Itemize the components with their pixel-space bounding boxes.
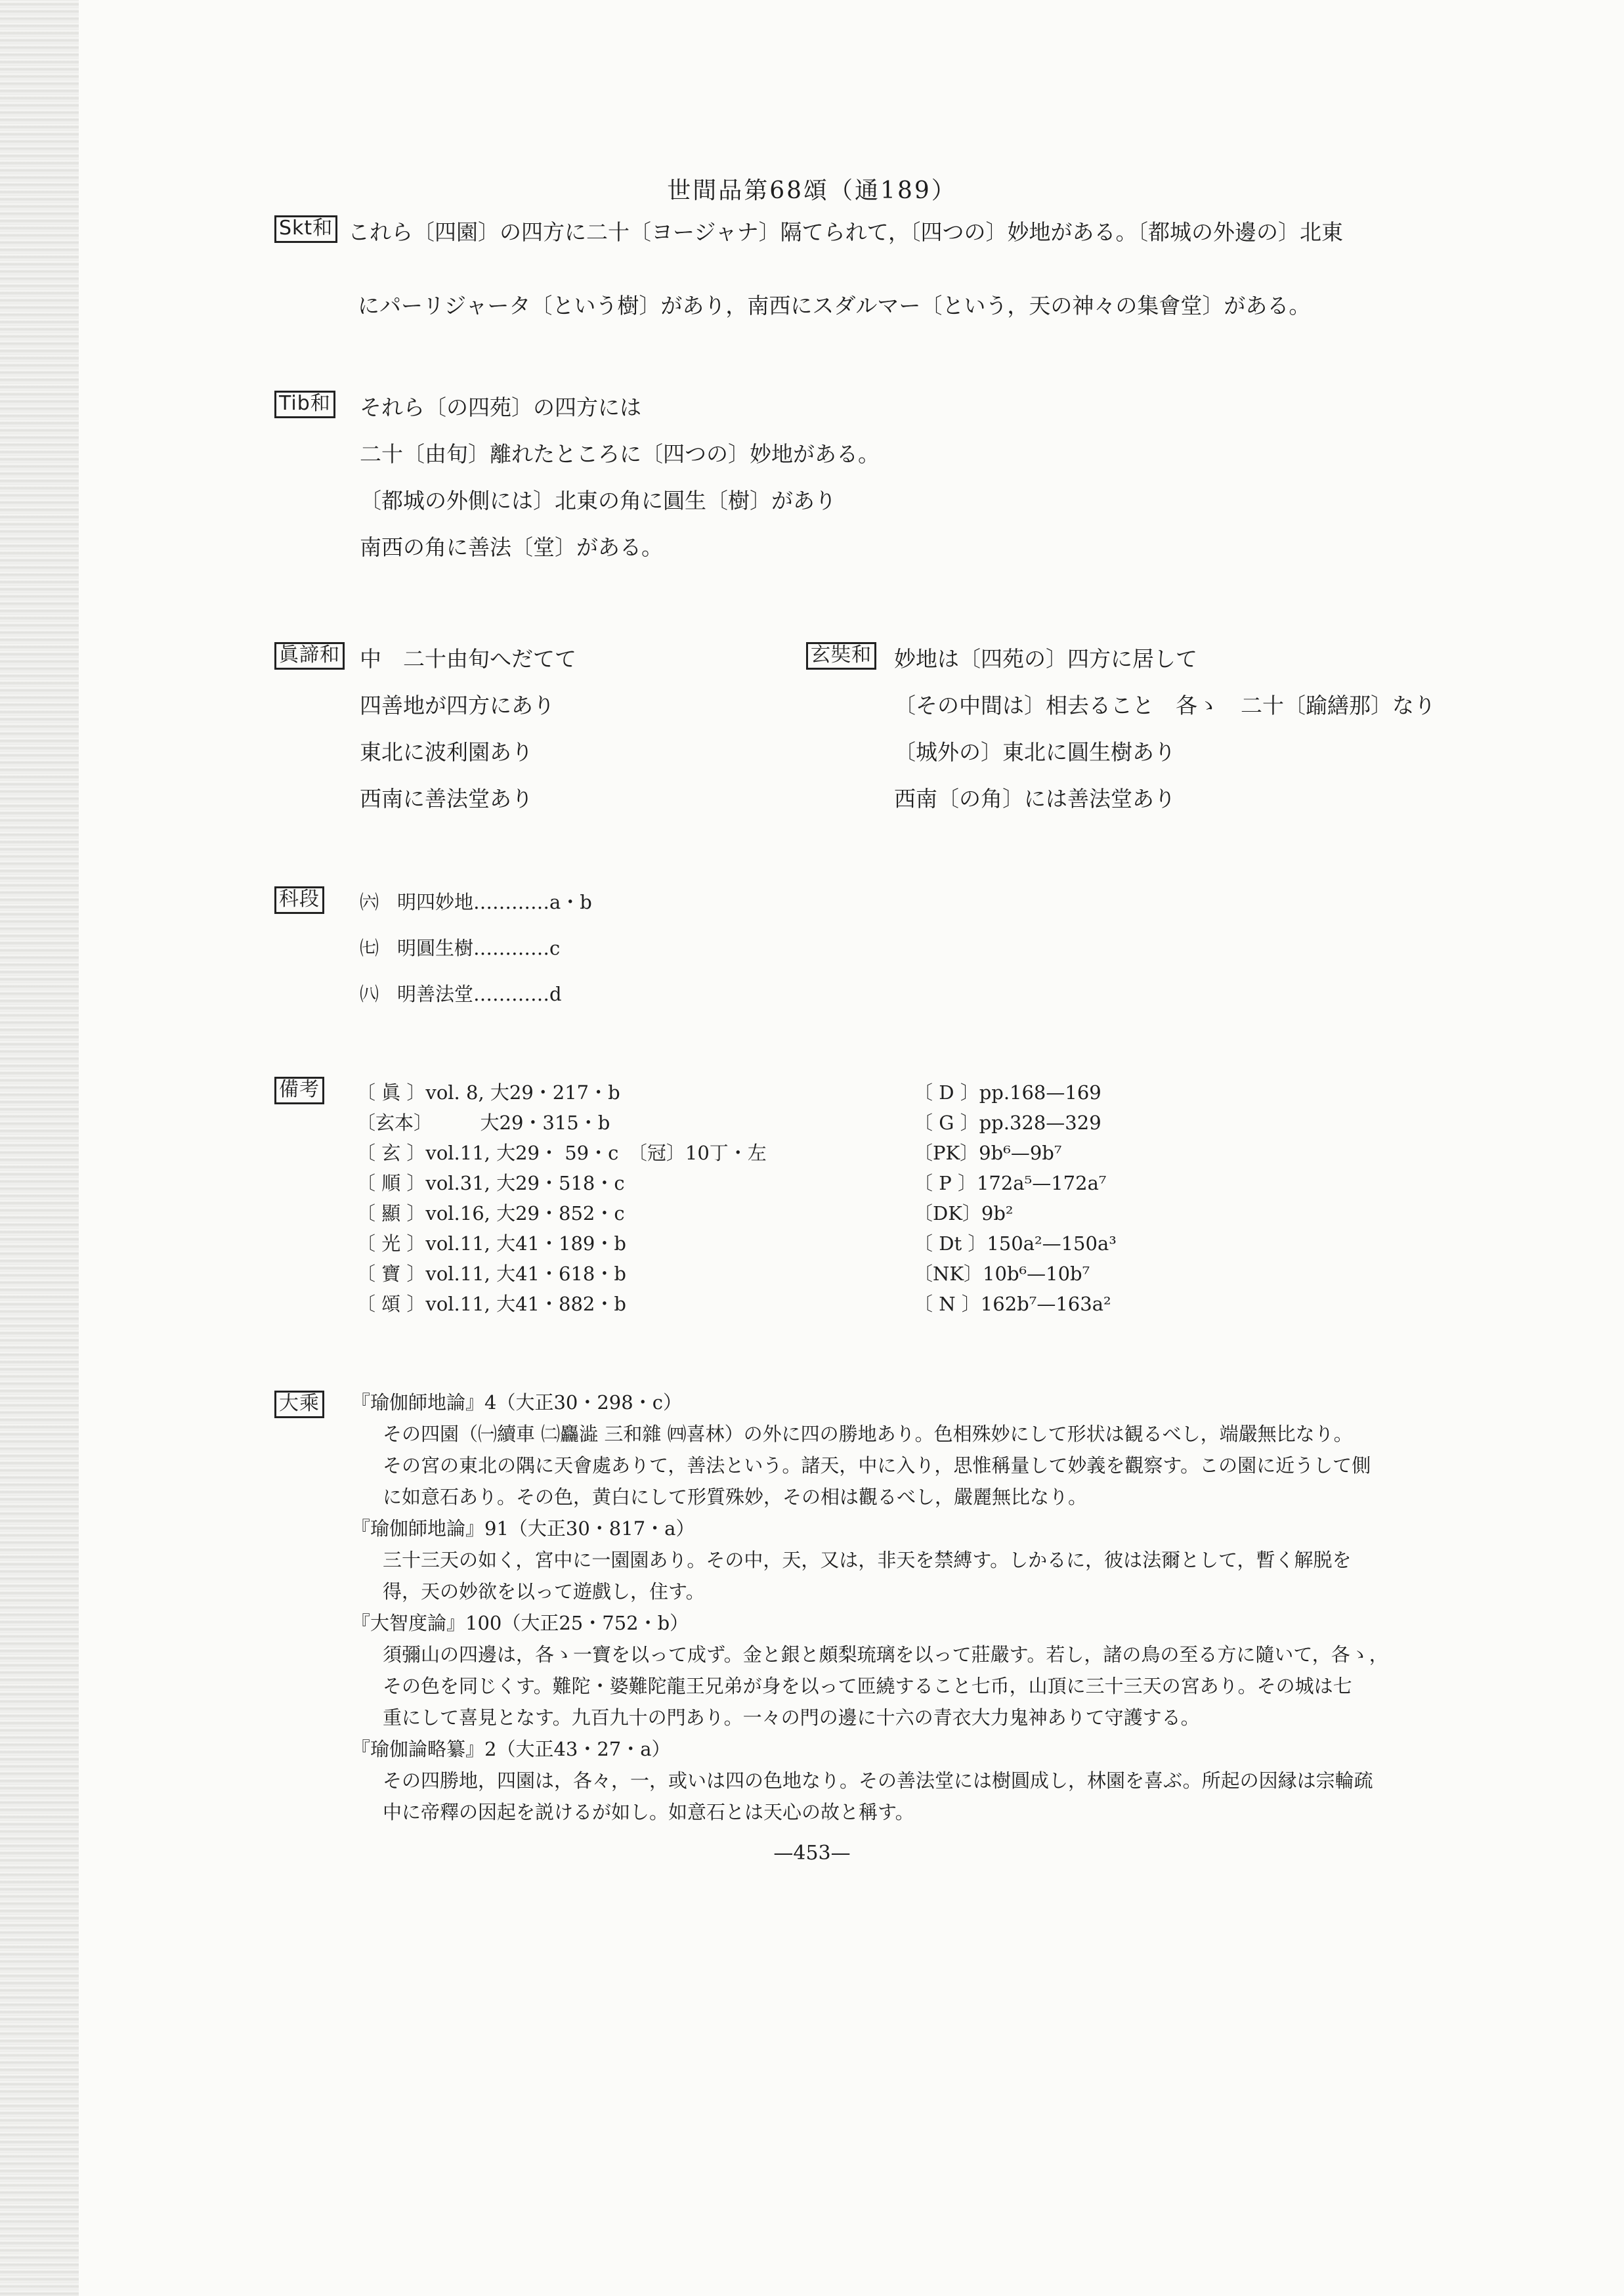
biko-left-1: 〔 眞 〕vol. 8, 大29・217・b bbox=[356, 1081, 620, 1104]
daijo-source-2: 『瑜伽師地論』91（大正30・817・a） bbox=[351, 1517, 695, 1540]
biko-left-6: 〔 光 〕vol.11, 大41・189・b bbox=[356, 1232, 626, 1255]
biko-right-7: 〔NK〕10b⁶—10b⁷ bbox=[914, 1263, 1090, 1285]
biko-left-7: 〔 寶 〕vol.11, 大41・618・b bbox=[356, 1263, 626, 1285]
daijo-block-3-line-3: 重にして喜見となす。九百九十の門あり。一々の門の邊に十六の青衣大力鬼神ありて守護する。 bbox=[383, 1706, 1200, 1729]
daijo-block-4-line-1: その四勝地，四園は，各々，一，或いは四の色地なり。その善法堂には樹圓成し，林園を喜ぶ。所起の因縁は宗輪疏 bbox=[383, 1769, 1373, 1792]
daijo-source-1: 『瑜伽師地論』4（大正30・298・c） bbox=[351, 1391, 682, 1414]
scan-edge-decoration bbox=[0, 0, 79, 2296]
skt-tag: Skt和 bbox=[274, 215, 337, 243]
daijo-block-3-line-2: その色を同じくす。難陀・婆難陀龍王兄弟が身を以って匝繞すること七币，山頂に三十三天の宮あり。その城は七 bbox=[383, 1675, 1352, 1697]
page-number: —453— bbox=[773, 1842, 851, 1865]
biko-left-5: 〔 顯 〕vol.16, 大29・852・c bbox=[356, 1202, 625, 1224]
shintai-line-4: 西南に善法堂あり bbox=[360, 786, 533, 812]
kadan-item-1-text: 明四妙地…………a・b bbox=[397, 891, 592, 913]
biko-right-4: 〔 P 〕172a⁵—172a⁷ bbox=[914, 1172, 1107, 1194]
kadan-item-3-text: 明善法堂…………d bbox=[397, 983, 562, 1005]
genjo-line-3: 〔城外の〕東北に圓生樹あり bbox=[894, 739, 1176, 765]
biko-right-8: 〔 N 〕162b⁷—163a² bbox=[914, 1293, 1111, 1315]
daijo-tag: 大乘 bbox=[274, 1391, 324, 1418]
biko-right-5: 〔DK〕9b² bbox=[914, 1202, 1014, 1224]
tib-line-4: 南西の角に善法〔堂〕がある。 bbox=[360, 534, 663, 560]
genjo-line-2: 〔その中間は〕相去ること 各ゝ 二十〔踰繕那〕なり bbox=[894, 693, 1436, 718]
daijo-block-4-line-2: 中に帝釋の因起を説けるが如し。如意石とは天心の故と稱す。 bbox=[383, 1801, 914, 1823]
shintai-line-3: 東北に波利園あり bbox=[360, 739, 533, 765]
tib-tag: Tib和 bbox=[274, 391, 335, 418]
daijo-block-1-line-3: に如意石あり。その色，黄白にして形質殊妙，その相は觀るべし，嚴麗無比なり。 bbox=[383, 1486, 1088, 1508]
biko-right-3: 〔PK〕9b⁶—9b⁷ bbox=[914, 1142, 1062, 1164]
biko-left-4: 〔 順 〕vol.31, 大29・518・c bbox=[356, 1172, 625, 1194]
kadan-item-2-text: 明圓生樹…………c bbox=[397, 937, 561, 959]
daijo-block-2-line-1: 三十三天の如く，宮中に一園園あり。その中，天，又は，非天を禁縛す。しかるに，彼は法爾として，暫く解脱を bbox=[383, 1549, 1352, 1571]
biko-right-6: 〔 Dt 〕150a²—150a³ bbox=[914, 1232, 1117, 1255]
biko-left-8: 〔 頌 〕vol.11, 大41・882・b bbox=[356, 1293, 626, 1315]
genjo-line-1: 妙地は〔四苑の〕四方に居して bbox=[894, 646, 1197, 672]
shintai-tag: 眞諦和 bbox=[274, 642, 345, 670]
kadan-item-2-num: ㈦ bbox=[360, 937, 379, 959]
biko-left-2: 〔玄本〕 大29・315・b bbox=[356, 1112, 610, 1134]
biko-tag: 備考 bbox=[274, 1077, 324, 1104]
daijo-source-4: 『瑜伽論略纂』2（大正43・27・a） bbox=[351, 1738, 671, 1760]
shintai-line-1: 中 二十由旬へだてて bbox=[360, 646, 576, 672]
genjo-tag: 玄奘和 bbox=[806, 642, 876, 670]
shintai-line-2: 四善地が四方にあり bbox=[360, 693, 555, 718]
daijo-source-3: 『大智度論』100（大正25・752・b） bbox=[351, 1612, 689, 1634]
genjo-line-4: 西南〔の角〕には善法堂あり bbox=[894, 786, 1176, 812]
kadan-tag: 科段 bbox=[274, 886, 324, 914]
daijo-block-1-line-2: その宮の東北の隅に天會處ありて，善法という。諸天，中に入り，思惟稱量して妙義を觀察す。この園に近うして側 bbox=[383, 1454, 1371, 1477]
kadan-item-1-num: ㈥ bbox=[360, 891, 379, 913]
skt-line-2: にパーリジャータ〔という樹〕があり，南西にスダルマー〔という，天の神々の集會堂〕がある。 bbox=[358, 293, 1311, 318]
page-title: 世間品第68頌（通189） bbox=[667, 177, 957, 204]
tib-line-3: 〔都城の外側には〕北東の角に圓生〔樹〕があり bbox=[360, 488, 836, 513]
daijo-block-3-line-1: 須彌山の四邊は，各ゝ一寶を以って成ず。金と銀と頗梨琉璃を以って莊嚴す。若し，諸の鳥の至る方に隨いて，各ゝ， bbox=[383, 1643, 1388, 1666]
daijo-block-1-line-1: その四園（㈠續車 ㈡麤澁 三和雜 ㈣喜林）の外に四の勝地あり。色相殊妙にして形状は観るべし，端嚴無比なり。 bbox=[383, 1423, 1353, 1445]
biko-right-1: 〔 D 〕pp.168—169 bbox=[914, 1081, 1101, 1104]
biko-left-3: 〔 玄 〕vol.11, 大29・ 59・c 〔冠〕10丁・左 bbox=[356, 1142, 767, 1164]
biko-right-2: 〔 G 〕pp.328—329 bbox=[914, 1112, 1101, 1134]
tib-line-2: 二十〔由旬〕離れたところに〔四つの〕妙地がある。 bbox=[360, 441, 880, 467]
kadan-item-3-num: ㈧ bbox=[360, 983, 379, 1005]
tib-line-1: それら〔の四苑〕の四方には bbox=[360, 395, 641, 420]
skt-line-1: これら〔四園〕の四方に二十〔ヨージャナ〕隔てられて，〔四つの〕妙地がある。〔都城の外邊の〕北東 bbox=[348, 219, 1344, 245]
daijo-block-2-line-2: 得，天の妙欲を以って遊戲し，住す。 bbox=[383, 1580, 705, 1603]
